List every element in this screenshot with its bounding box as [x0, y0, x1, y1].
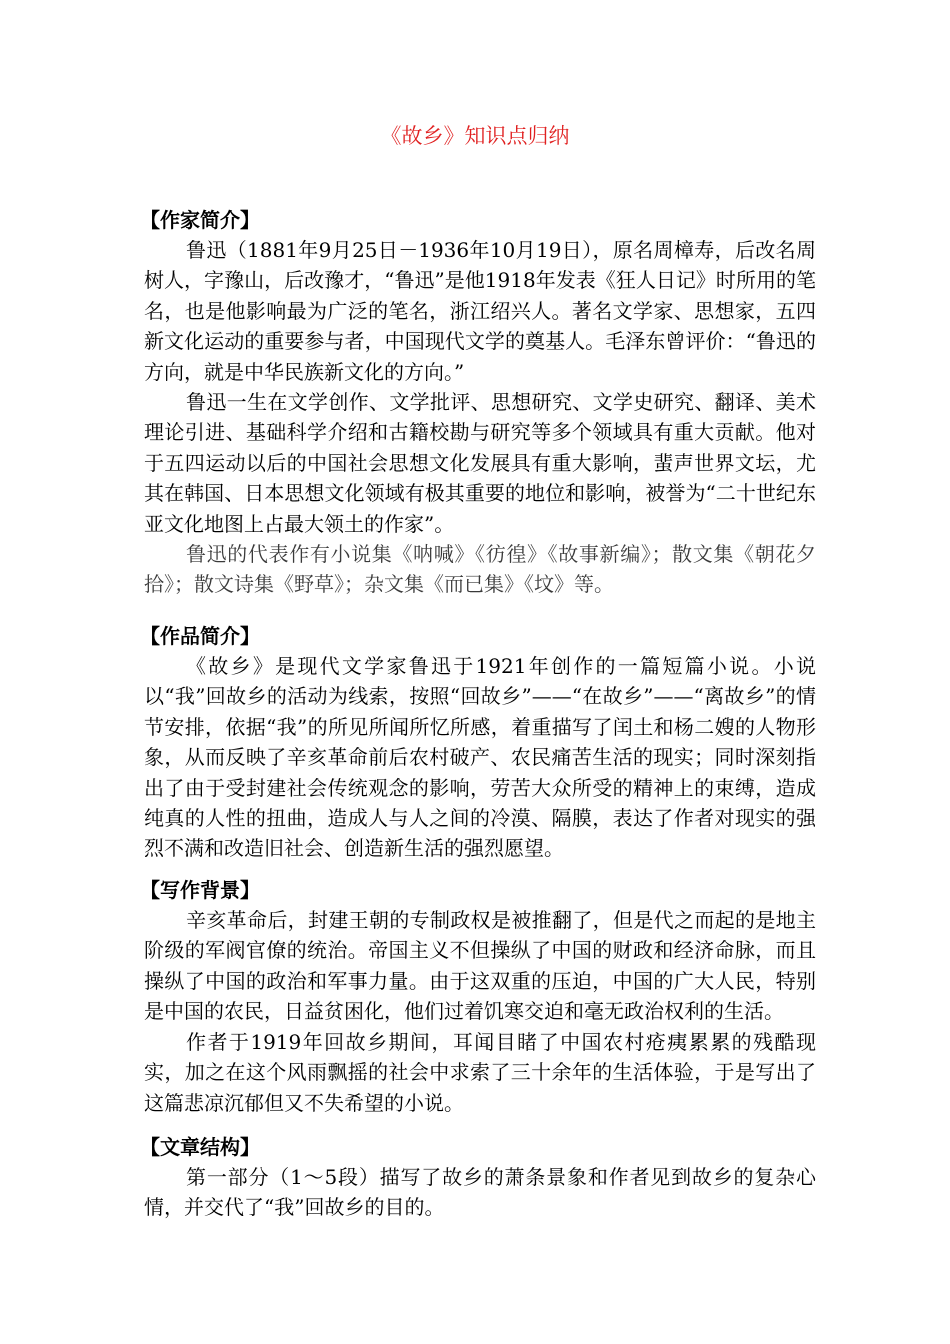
- section-heading-work: 【作品简介】: [140, 624, 260, 648]
- section-heading-author: 【作家简介】: [140, 208, 260, 232]
- paragraph-author-works: 鲁迅的代表作有小说集《呐喊》《彷徨》《故事新编》；散文集《朝花夕拾》；散文诗集《野草》；杂文集《而已集》《坟》等。: [144, 542, 816, 597]
- paragraph-author-contributions: 鲁迅一生在文学创作、文学批评、思想研究、文学史研究、翻译、美术理论引进、基础科学介绍和古籍校勘与研究等多个领域具有重大贡献。他对于五四运动以后的中国社会思想文化发展具有重大影响，蜚声世界文坛，尤其在韩国、日本思想文化领域有极其重要的地位和影响，被誉为“二十世纪东亚文化地图上占最大领土的作家”。: [144, 390, 816, 536]
- paragraph-structure-part1: 第一部分（1～5段）描写了故乡的萧条景象和作者见到故乡的复杂心情，并交代了“我”回故乡的目的。: [144, 1165, 816, 1220]
- document-title: 《故乡》知识点归纳: [380, 124, 570, 148]
- paragraph-author-bio: 鲁迅（1881年9月25日－1936年10月19日），原名周樟寿，后改名周树人，字豫山，后改豫才，“鲁迅”是他1918年发表《狂人日记》时所用的笔名，也是他影响最为广泛的笔名，浙江绍兴人。著名文学家、思想家，五四新文化运动的重要参与者，中国现代文学的奠基人。毛泽东曾评价：“鲁迅的方向，就是中华民族新文化的方向。”: [144, 238, 816, 384]
- paragraph-background-history: 辛亥革命后，封建王朝的专制政权是被推翻了，但是代之而起的是地主阶级的军阀官僚的统治。帝国主义不但操纵了中国的财政和经济命脉，而且操纵了中国的政治和军事力量。由于这双重的压迫，中国的广大人民，特别是中国的农民，日益贫困化，他们过着饥寒交迫和毫无政治权利的生活。: [144, 908, 816, 1024]
- paragraph-work-summary: 《故乡》是现代文学家鲁迅于1921年创作的一篇短篇小说。小说以“我”回故乡的活动为线索，按照“回故乡”——“在故乡”——“离故乡”的情节安排，依据“我”的所见所闻所忆所感，着重描写了闰土和杨二嫂的人物形象，从而反映了辛亥革命前后农村破产、农民痛苦生活的现实；同时深刻指出了由于受封建社会传统观念的影响，劳苦大众所受的精神上的束缚，造成纯真的人性的扭曲，造成人与人之间的冷漠、隔膜，表达了作者对现实的强烈不满和改造旧社会、创造新生活的强烈愿望。: [144, 654, 816, 861]
- section-heading-structure: 【文章结构】: [140, 1135, 260, 1159]
- paragraph-background-author: 作者于1919年回故乡期间，耳闻目睹了中国农村疮痍累累的残酷现实，加之在这个风雨飘摇的社会中求索了三十余年的生活体验，于是写出了这篇悲凉沉郁但又不失希望的小说。: [144, 1030, 816, 1115]
- section-heading-background: 【写作背景】: [140, 878, 260, 902]
